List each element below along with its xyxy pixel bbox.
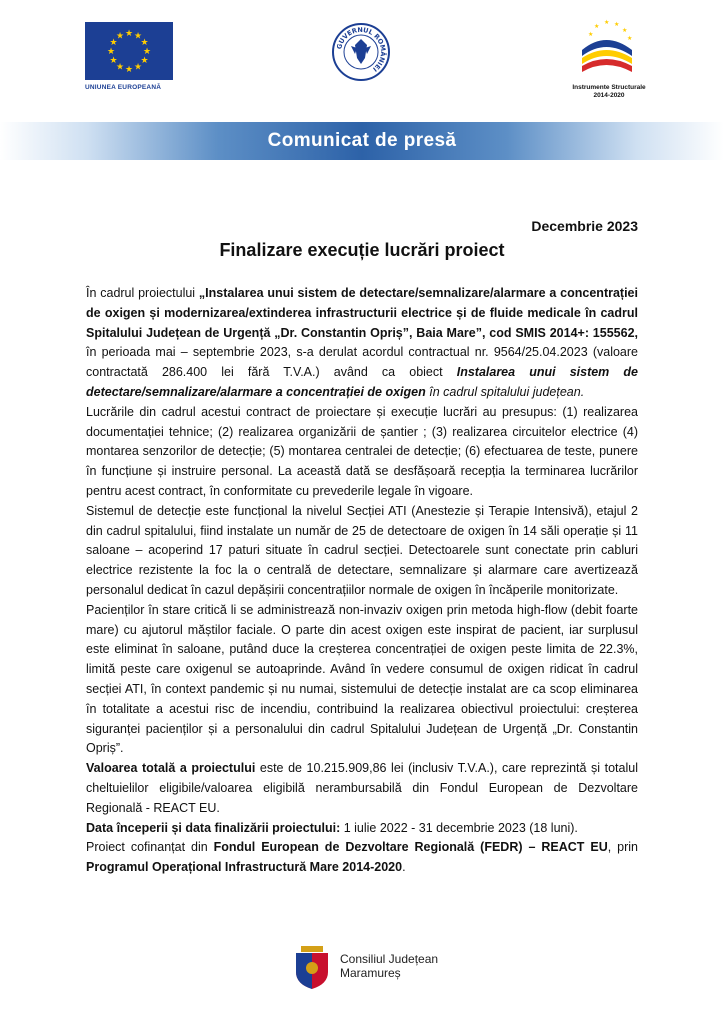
- paragraph-works: Lucrările din cadrul acestui contract de proiectare și execuție lucrări au presupus: (1) realizarea documentației tehnice; (2) realizarea organizării de șantier ; (3) realizarea circuitelor electrice (4) montarea senzorilor de detecție; (5) montarea centralei de detecție; (6) efectuarea de teste, punere în funcțiune și instruire personal. La această dată se desfășoară recepția la terminarea lucrărilor pentru acest contract, în conformitate cu prevederile legale în vigoare.: [86, 404, 638, 498]
- document-body: [86, 284, 638, 878]
- text-run: în cadrul spitalului județean.: [425, 384, 585, 399]
- svg-text:★: ★: [133, 31, 143, 42]
- svg-text:★: ★: [109, 56, 118, 66]
- banner-title: Comunicat de presă: [267, 130, 457, 151]
- project-name: „Instalarea unui sistem de detectare/semnalizare/alarmare a concentrației de oxigen și modernizarea/extinderea infrastructurii electrice și de fluide medicale în cadrul Spitalului Județean de Urgență „Dr. Constantin Opriș”, Baia Mare”, cod SMIS 2014+: 155562,: [86, 286, 638, 340]
- svg-text:★: ★: [106, 47, 116, 57]
- structural-instruments-caption-line2: 2014-2020: [593, 92, 625, 99]
- svg-text:★: ★: [604, 19, 610, 26]
- document-title: Finalizare execuție lucrări proiect: [219, 240, 505, 260]
- svg-text:★: ★: [140, 56, 149, 66]
- svg-text:★: ★: [124, 29, 134, 39]
- svg-text:★: ★: [594, 23, 600, 30]
- eu-stars-icon: [85, 22, 173, 80]
- text-run: 1 iulie 2022 - 31 decembrie 2023 (18 luni).: [340, 820, 578, 835]
- svg-text:★: ★: [614, 21, 620, 28]
- svg-text:★: ★: [124, 65, 134, 75]
- svg-text:★: ★: [142, 47, 152, 57]
- svg-text:★: ★: [133, 62, 143, 73]
- text-run: Proiect cofinanțat din: [86, 840, 214, 855]
- footer-line2: Maramureș: [340, 966, 401, 980]
- text-run: , prin: [607, 840, 638, 855]
- structural-instruments-caption: [561, 84, 657, 100]
- paragraph-total-value: [86, 759, 638, 818]
- footer-institution: [340, 952, 438, 980]
- svg-text:★: ★: [622, 27, 628, 34]
- svg-text:★: ★: [109, 38, 118, 48]
- text-run: este de 10.215.909,86 lei (inclusiv T.V.A.), care reprezintă și totalul cheltuielilor eligibile/valoarea eligibilă nerambursabilă din Fondul European de Dezvoltare Regională - REACT EU.: [86, 761, 638, 815]
- total-value-label: Valoarea totală a proiectului: [86, 761, 256, 776]
- text-run: .: [402, 860, 406, 875]
- paragraph-patients: Pacienților în stare critică li se administrează non-invaziv oxigen prin metoda high-flow (debit foarte mare) cu ajutorul măștilor faciale. O parte din acest oxigen este inspirat de pacient, iar surplusul este eliminat în saloane, putând duce la creșterea concentrației de oxigen peste limita de 22.3%, limită peste care oxigenul se autoaprinde. Având în vedere consumul de oxigen ridicat în cadrul secției ATI, în context pandemic și nu numai, sistemului de detecție instalat are ca scop eliminarea în totalitate a acestui risc de incendiu, contribuind la realizarea obiectivul proiectului: creșterea siguranței pacienților și a personalului din cadrul Spitalului Județean de Urgență „Dr. Constantin Opriș”.: [86, 602, 638, 756]
- dates-label: Data începerii și data finalizării proiectului:: [86, 820, 341, 835]
- county-coat-of-arms-icon: [293, 946, 331, 990]
- svg-text:★: ★: [588, 31, 594, 38]
- paragraph-project-intro: [86, 284, 638, 403]
- paragraph-system: Sistemul de detecție este funcțional la nivelul Secției ATI (Anestezie și Terapie Intensivă), etajul 2 din cadrul spitalului, fiind instalate un număr de 25 de detectoare de oxigen în 14 săli operație și 11 saloane – acoperind 17 paturi situate în cadrul secției. Detectoarele sunt conectate prin cabluri electrice rezistente la foc la o centrală de detectare, semnalizare și alarmare care avertizează personalul dedicat în cazul depășirii concentrațiilor normale de oxigen în încăperile monitorizate.: [86, 503, 638, 597]
- paragraph-dates: [86, 819, 638, 839]
- svg-text:★: ★: [115, 31, 125, 42]
- government-seal-logo: [331, 22, 391, 82]
- program-name: Programul Operațional Infrastructură Mare 2014-2020: [86, 860, 403, 875]
- text-run: în perioada mai – septembrie 2023, s-a derulat acordul contractual nr. 9564/25.04.2023 (valoare contractată 286.400 lei fără T.V.A.) având ca obiect: [86, 345, 638, 380]
- footer-line1: Consiliul Județean: [340, 952, 439, 966]
- eu-caption: UNIUNEA EUROPEANĂ: [85, 84, 162, 91]
- svg-text:★: ★: [140, 38, 149, 48]
- paragraph-cofinancing: [86, 838, 638, 878]
- text-run: În cadrul proiectului: [86, 286, 199, 300]
- eu-flag-logo: [85, 22, 173, 80]
- structural-instruments-logo: [576, 16, 636, 78]
- contract-object: Instalarea unui sistem de detectare/semnalizare/alarmare a concentrației de oxigen: [86, 365, 638, 399]
- eagle-icon: [355, 39, 367, 64]
- fund-name: Fondul European de Dezvoltare Regională (FEDR) – REACT EU: [213, 840, 608, 855]
- document-date: Decembrie 2023: [531, 218, 638, 234]
- svg-text:★: ★: [627, 35, 633, 42]
- structural-instruments-caption-line1: Instrumente Structurale: [572, 84, 646, 91]
- svg-text:★: ★: [115, 62, 125, 73]
- government-seal-text: GUVERNUL ROMÂNIEI: [335, 25, 388, 74]
